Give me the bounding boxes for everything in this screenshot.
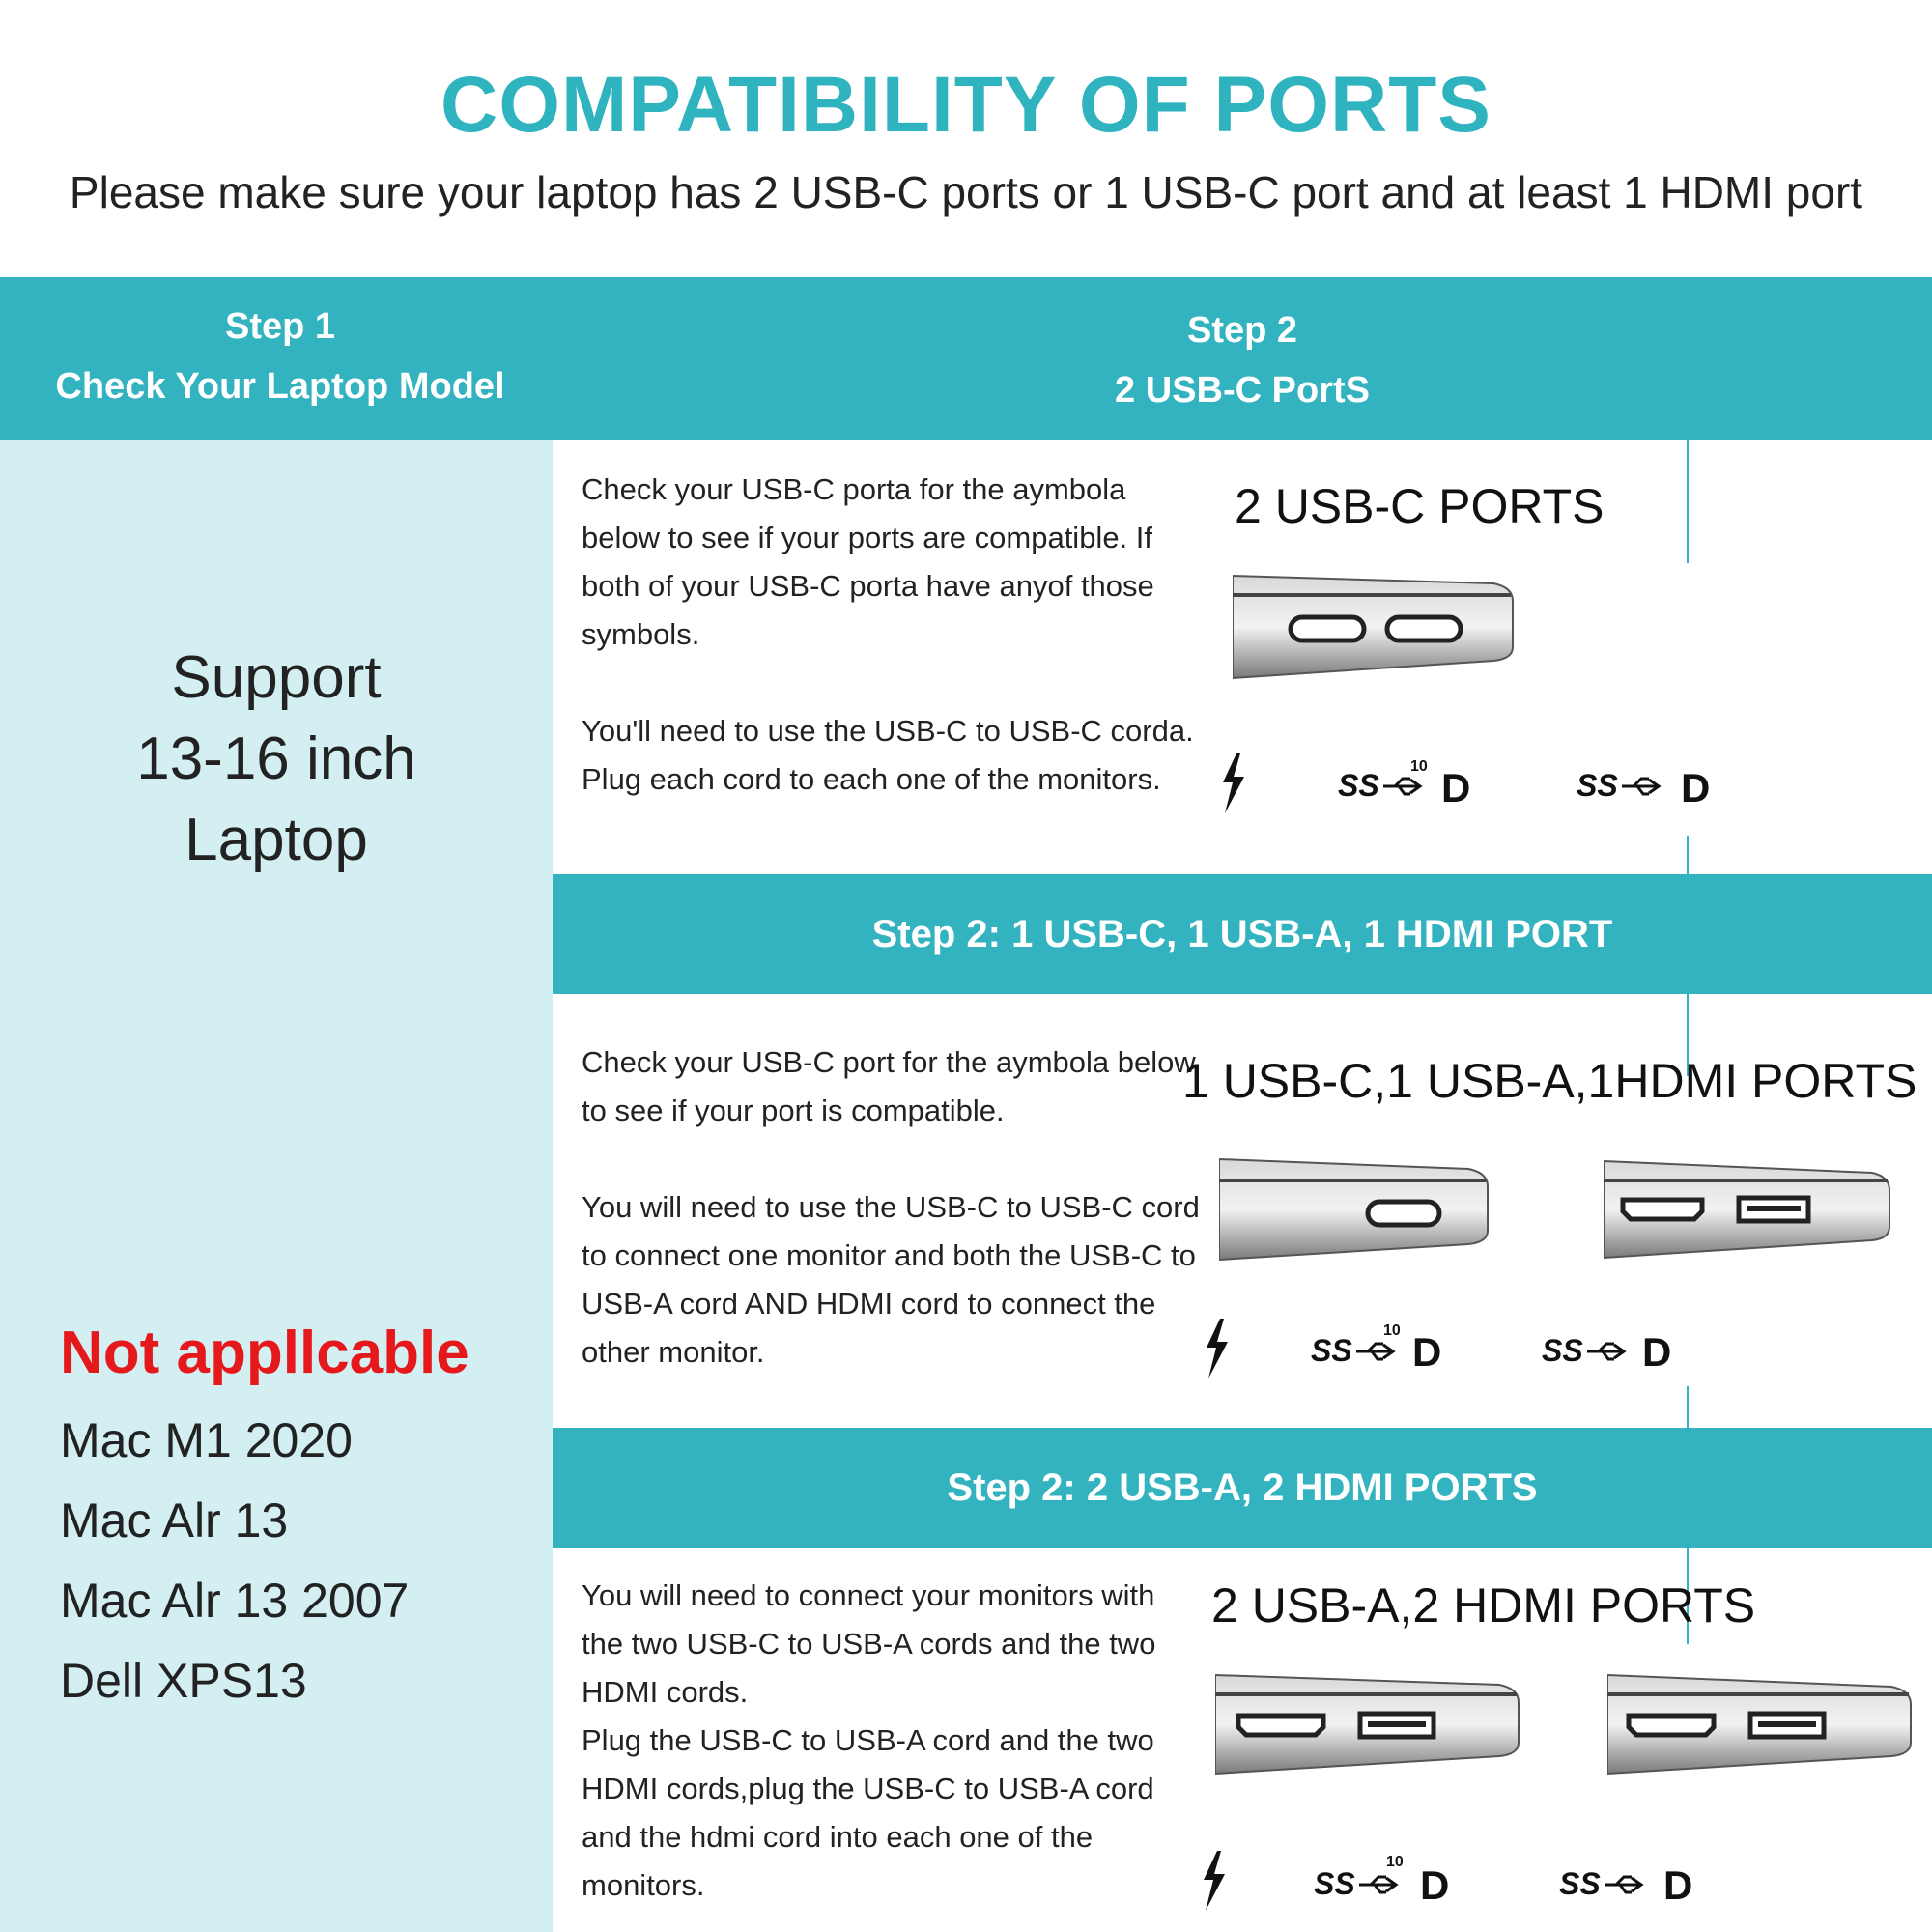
displayport-icon: D	[1681, 765, 1711, 810]
usb-trident-icon	[1585, 1341, 1628, 1362]
support-text	[0, 638, 553, 881]
usbc-port-icon	[1368, 1202, 1439, 1225]
superspeed-icon: SS	[1314, 1866, 1355, 1901]
not-applicable-title: Not appllcable	[60, 1320, 469, 1386]
divider-line	[1687, 1386, 1689, 1428]
usb-trident-icon	[1381, 776, 1424, 797]
superspeed-10-icon: 10	[1383, 1322, 1401, 1339]
superspeed-10-icon: 10	[1410, 758, 1428, 775]
support-line-1: Support	[171, 644, 382, 711]
section-b-port-title: 1 USB-C,1 USB-A,1HDMI PORTS	[1182, 1054, 1918, 1108]
superspeed-10-icon: 10	[1386, 1854, 1404, 1870]
displayport-icon: D	[1412, 1329, 1442, 1375]
page-subtitle: Please make sure your laptop has 2 USB-C ports or 1 USB-C port and at least 1 HDMI port	[69, 167, 1863, 217]
section-a-paragraph-2: You'll need to use the USB-C to USB-C corda. Plug each cord to each one of the monitors.	[582, 714, 1194, 796]
laptop-hdmi-usba-ports-image	[1215, 1671, 1520, 1777]
superspeed-icon: SS	[1542, 1333, 1583, 1368]
header-band	[0, 277, 1932, 440]
step2-label: Step 2	[1186, 310, 1298, 351]
usb-trident-icon	[1603, 1874, 1645, 1895]
section-c-description	[582, 1572, 1200, 1910]
step2-header	[553, 300, 1932, 420]
usbc-port-icon	[1291, 617, 1364, 640]
support-line-2: 13-16 inch	[136, 725, 416, 792]
list-item: Mac Alr 13	[60, 1493, 289, 1548]
displayport-icon: D	[1441, 765, 1471, 810]
list-item: Mac Alr 13 2007	[60, 1574, 410, 1628]
support-line-3: Laptop	[185, 807, 368, 873]
thunderbolt-icon	[1200, 1851, 1227, 1911]
thunderbolt-icon	[1219, 753, 1246, 813]
section-b-paragraph-2: You will need to use the USB-C to USB-C cord to connect one monitor and both the USB-C to USB-A cord AND HDMI cord to connect the other monitor.	[582, 1190, 1200, 1369]
section-a-description	[582, 466, 1209, 804]
superspeed-icon: SS	[1559, 1866, 1601, 1901]
usb-trident-icon	[1620, 776, 1662, 797]
superspeed-icon: SS	[1338, 768, 1379, 803]
displayport-icon: D	[1420, 1862, 1450, 1908]
laptop-hdmi-usba-ports-image	[1604, 1159, 1891, 1261]
section-a-port-title: 2 USB-C PORTS	[1235, 479, 1605, 533]
laptop-model-panel	[0, 440, 553, 1932]
step2-caption: 2 USB-C PortS	[1115, 370, 1370, 411]
section-b-paragraph-1: Check your USB-C port for the aymbola below to see if your port is compatible.	[582, 1045, 1196, 1127]
displayport-icon: D	[1663, 1862, 1693, 1908]
section-c-paragraph-1: You will need to connect your monitors with the two USB-C to USB-A cords and the two HDMI cords.	[582, 1578, 1156, 1709]
laptop-usbc-ports-image	[1233, 572, 1515, 683]
section-a-paragraph-1: Check your USB-C porta for the aymbola below to see if your ports are compatible. If both of your USB-C porta have anyof those symbols.	[582, 472, 1154, 651]
step2-option-c-band: Step 2: 2 USB-A, 2 HDMI PORTS	[553, 1428, 1932, 1548]
usb-trident-icon	[1357, 1874, 1400, 1895]
not-applicable-list	[60, 1401, 409, 1721]
list-item: Dell XPS13	[60, 1654, 307, 1708]
hdmi-port-icon	[1623, 1200, 1702, 1219]
laptop-usbc-port-image	[1219, 1157, 1490, 1264]
list-item: Mac M1 2020	[60, 1413, 353, 1467]
step1-label: Step 1	[224, 306, 336, 347]
step1-header	[0, 297, 560, 416]
superspeed-icon: SS	[1577, 768, 1618, 803]
section-c-paragraph-2: Plug the USB-C to USB-A cord and the two HDMI cords,plug the USB-C to USB-A cord and the hdmi cord into each one of the monitors.	[582, 1723, 1154, 1902]
section-c-port-title: 2 USB-A,2 HDMI PORTS	[1211, 1578, 1756, 1633]
displayport-icon: D	[1642, 1329, 1672, 1375]
section-b-description	[582, 1038, 1219, 1377]
hdmi-port-icon	[1238, 1716, 1323, 1735]
usbc-port-icon	[1387, 617, 1461, 640]
divider-line	[1687, 440, 1689, 563]
superspeed-icon: SS	[1311, 1333, 1352, 1368]
hdmi-port-icon	[1629, 1716, 1714, 1735]
thunderbolt-icon	[1203, 1319, 1230, 1378]
divider-line	[1687, 836, 1689, 874]
step1-caption: Check Your Laptop Model	[55, 366, 505, 407]
step2-option-b-band: Step 2: 1 USB-C, 1 USB-A, 1 HDMI PORT	[553, 874, 1932, 994]
laptop-hdmi-usba-ports-image	[1607, 1673, 1913, 1777]
usb-trident-icon	[1354, 1341, 1397, 1362]
page-title: COMPATIBILITY OF PORTS	[440, 61, 1492, 149]
